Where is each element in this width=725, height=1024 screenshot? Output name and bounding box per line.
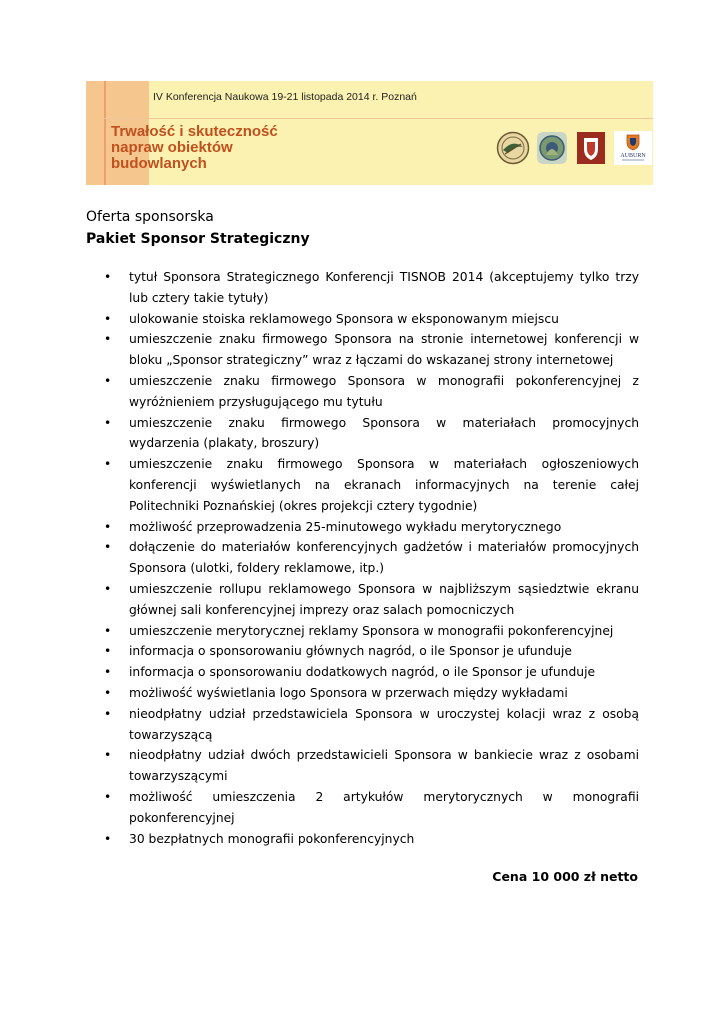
- conference-title: [111, 124, 278, 172]
- list-item: [86, 662, 639, 683]
- bullet-icon: •: [104, 270, 112, 284]
- list-item-text: umieszczenie rollupu reklamowego Sponsora w najbliższym sąsiedztwie ekranu głównej sali konferencyjnej imprezy oraz salach pomocniczych: [129, 581, 639, 617]
- offer-heading: Oferta sponsorska: [86, 209, 214, 225]
- bullet-icon: •: [104, 373, 112, 388]
- list-item: [86, 267, 639, 309]
- package-title: Pakiet Sponsor Strategiczny: [86, 231, 310, 247]
- banner-horizontal-line: [104, 118, 653, 119]
- list-item: [86, 329, 639, 371]
- list-item-text: umieszczenie znaku firmowego Sponsora na stronie internetowej konferencji w bloku „Sponsor strategiczny” wraz z łączami do wskazanej strony internetowej: [129, 332, 639, 368]
- conference-title-line-3: budowlanych: [111, 155, 207, 172]
- list-item: [86, 683, 639, 704]
- bullet-icon: •: [104, 581, 112, 596]
- list-item: [86, 413, 639, 455]
- list-item: [86, 745, 639, 787]
- conference-title-line-1: Trwałość i skuteczność: [111, 123, 278, 140]
- conference-title-line-2: napraw obiektów: [111, 139, 233, 156]
- list-item-text: możliwość umieszczenia 2 artykułów merytorycznych w monografii pokonferencyjnej: [129, 789, 639, 825]
- bullet-icon: •: [104, 623, 112, 638]
- bullet-icon: •: [104, 789, 112, 804]
- auburn-logo: [614, 131, 652, 165]
- bullet-icon: •: [104, 665, 112, 680]
- price-label: Cena 10 000 zł netto: [492, 869, 638, 884]
- list-item: [86, 641, 639, 662]
- list-item: [86, 309, 639, 330]
- list-item-text: umieszczenie znaku firmowego Sponsora w monografii pokonferencyjnej z wyróżnieniem przysługującego mu tytułu: [129, 373, 639, 409]
- bullet-icon: •: [104, 457, 112, 472]
- bullet-icon: •: [104, 332, 112, 347]
- list-item-text: tytuł Sponsora Strategicznego Konferencji TISNOB 2014 (akceptujemy tylko trzy lub cztery takie tytuły): [129, 270, 639, 305]
- conference-banner: [86, 81, 653, 185]
- list-item: [86, 829, 639, 850]
- bullet-icon: •: [104, 831, 112, 846]
- list-item: [86, 517, 639, 538]
- list-item-text: nieodpłatny udział przedstawiciela Sponsora w uroczystej kolacji wraz z osobą towarzyszącą: [129, 706, 639, 742]
- list-item-text: możliwość wyświetlania logo Sponsora w przerwach między wykładami: [129, 685, 568, 700]
- list-item: [86, 371, 639, 413]
- bullet-icon: •: [104, 415, 112, 430]
- list-item: [86, 579, 639, 621]
- list-item: [86, 537, 639, 579]
- list-item-text: możliwość przeprowadzenia 25-minutowego wykładu merytorycznego: [129, 519, 562, 534]
- auburn-logo-text: AUBURN: [620, 153, 646, 159]
- list-item-text: nieodpłatny udział dwóch przedstawicieli Sponsora w bankiecie wraz z osobami towarzyszącymi: [129, 748, 639, 784]
- list-item-text: 30 bezpłatnych monografii pokonferencyjnych: [129, 831, 415, 846]
- bullet-icon: •: [104, 540, 112, 555]
- list-item: [86, 454, 639, 516]
- list-item-text: umieszczenie znaku firmowego Sponsora w materiałach promocyjnych wydarzenia (plakaty, broszury): [129, 415, 639, 451]
- list-item: [86, 787, 639, 829]
- benefits-list: [86, 267, 639, 849]
- emblem-logo-2: [536, 131, 568, 165]
- offer-heading-block: [86, 206, 310, 250]
- list-item-text: dołączenie do materiałów konferencyjnych gadżetów i materiałów promocyjnych Sponsora (ulotki, foldery reklamowe, itp.): [129, 540, 639, 576]
- list-item-text: umieszczenie merytorycznej reklamy Sponsora w monografii pokonferencyjnej: [129, 623, 614, 638]
- bullet-icon: •: [104, 644, 112, 659]
- shield-logo: [576, 131, 606, 165]
- list-item: [86, 704, 639, 746]
- bullet-icon: •: [104, 748, 112, 763]
- list-item-text: informacja o sponsorowaniu dodatkowych nagród, o ile Sponsor je ufunduje: [129, 665, 596, 680]
- banner-vertical-line: [104, 81, 106, 185]
- bullet-icon: •: [104, 311, 112, 326]
- list-item: [86, 621, 639, 642]
- bullet-icon: •: [104, 706, 112, 721]
- list-item-text: ulokowanie stoiska reklamowego Sponsora w eksponowanym miejscu: [129, 311, 559, 326]
- emblem-logo-1: [496, 131, 530, 165]
- list-item-text: umieszczenie znaku firmowego Sponsora w materiałach ogłoszeniowych konferencji wyświetlanych na ekranach informacyjnych na terenie całej Politechniki Poznańskiej (okres projekcji cztery tygodnie): [129, 457, 639, 513]
- bullet-icon: •: [104, 685, 112, 700]
- bullet-icon: •: [104, 519, 112, 534]
- list-item-text: informacja o sponsorowaniu głównych nagród, o ile Sponsor je ufunduje: [129, 644, 572, 659]
- conference-info: IV Konferencja Naukowa 19-21 listopada 2014 r. Poznań: [153, 91, 417, 103]
